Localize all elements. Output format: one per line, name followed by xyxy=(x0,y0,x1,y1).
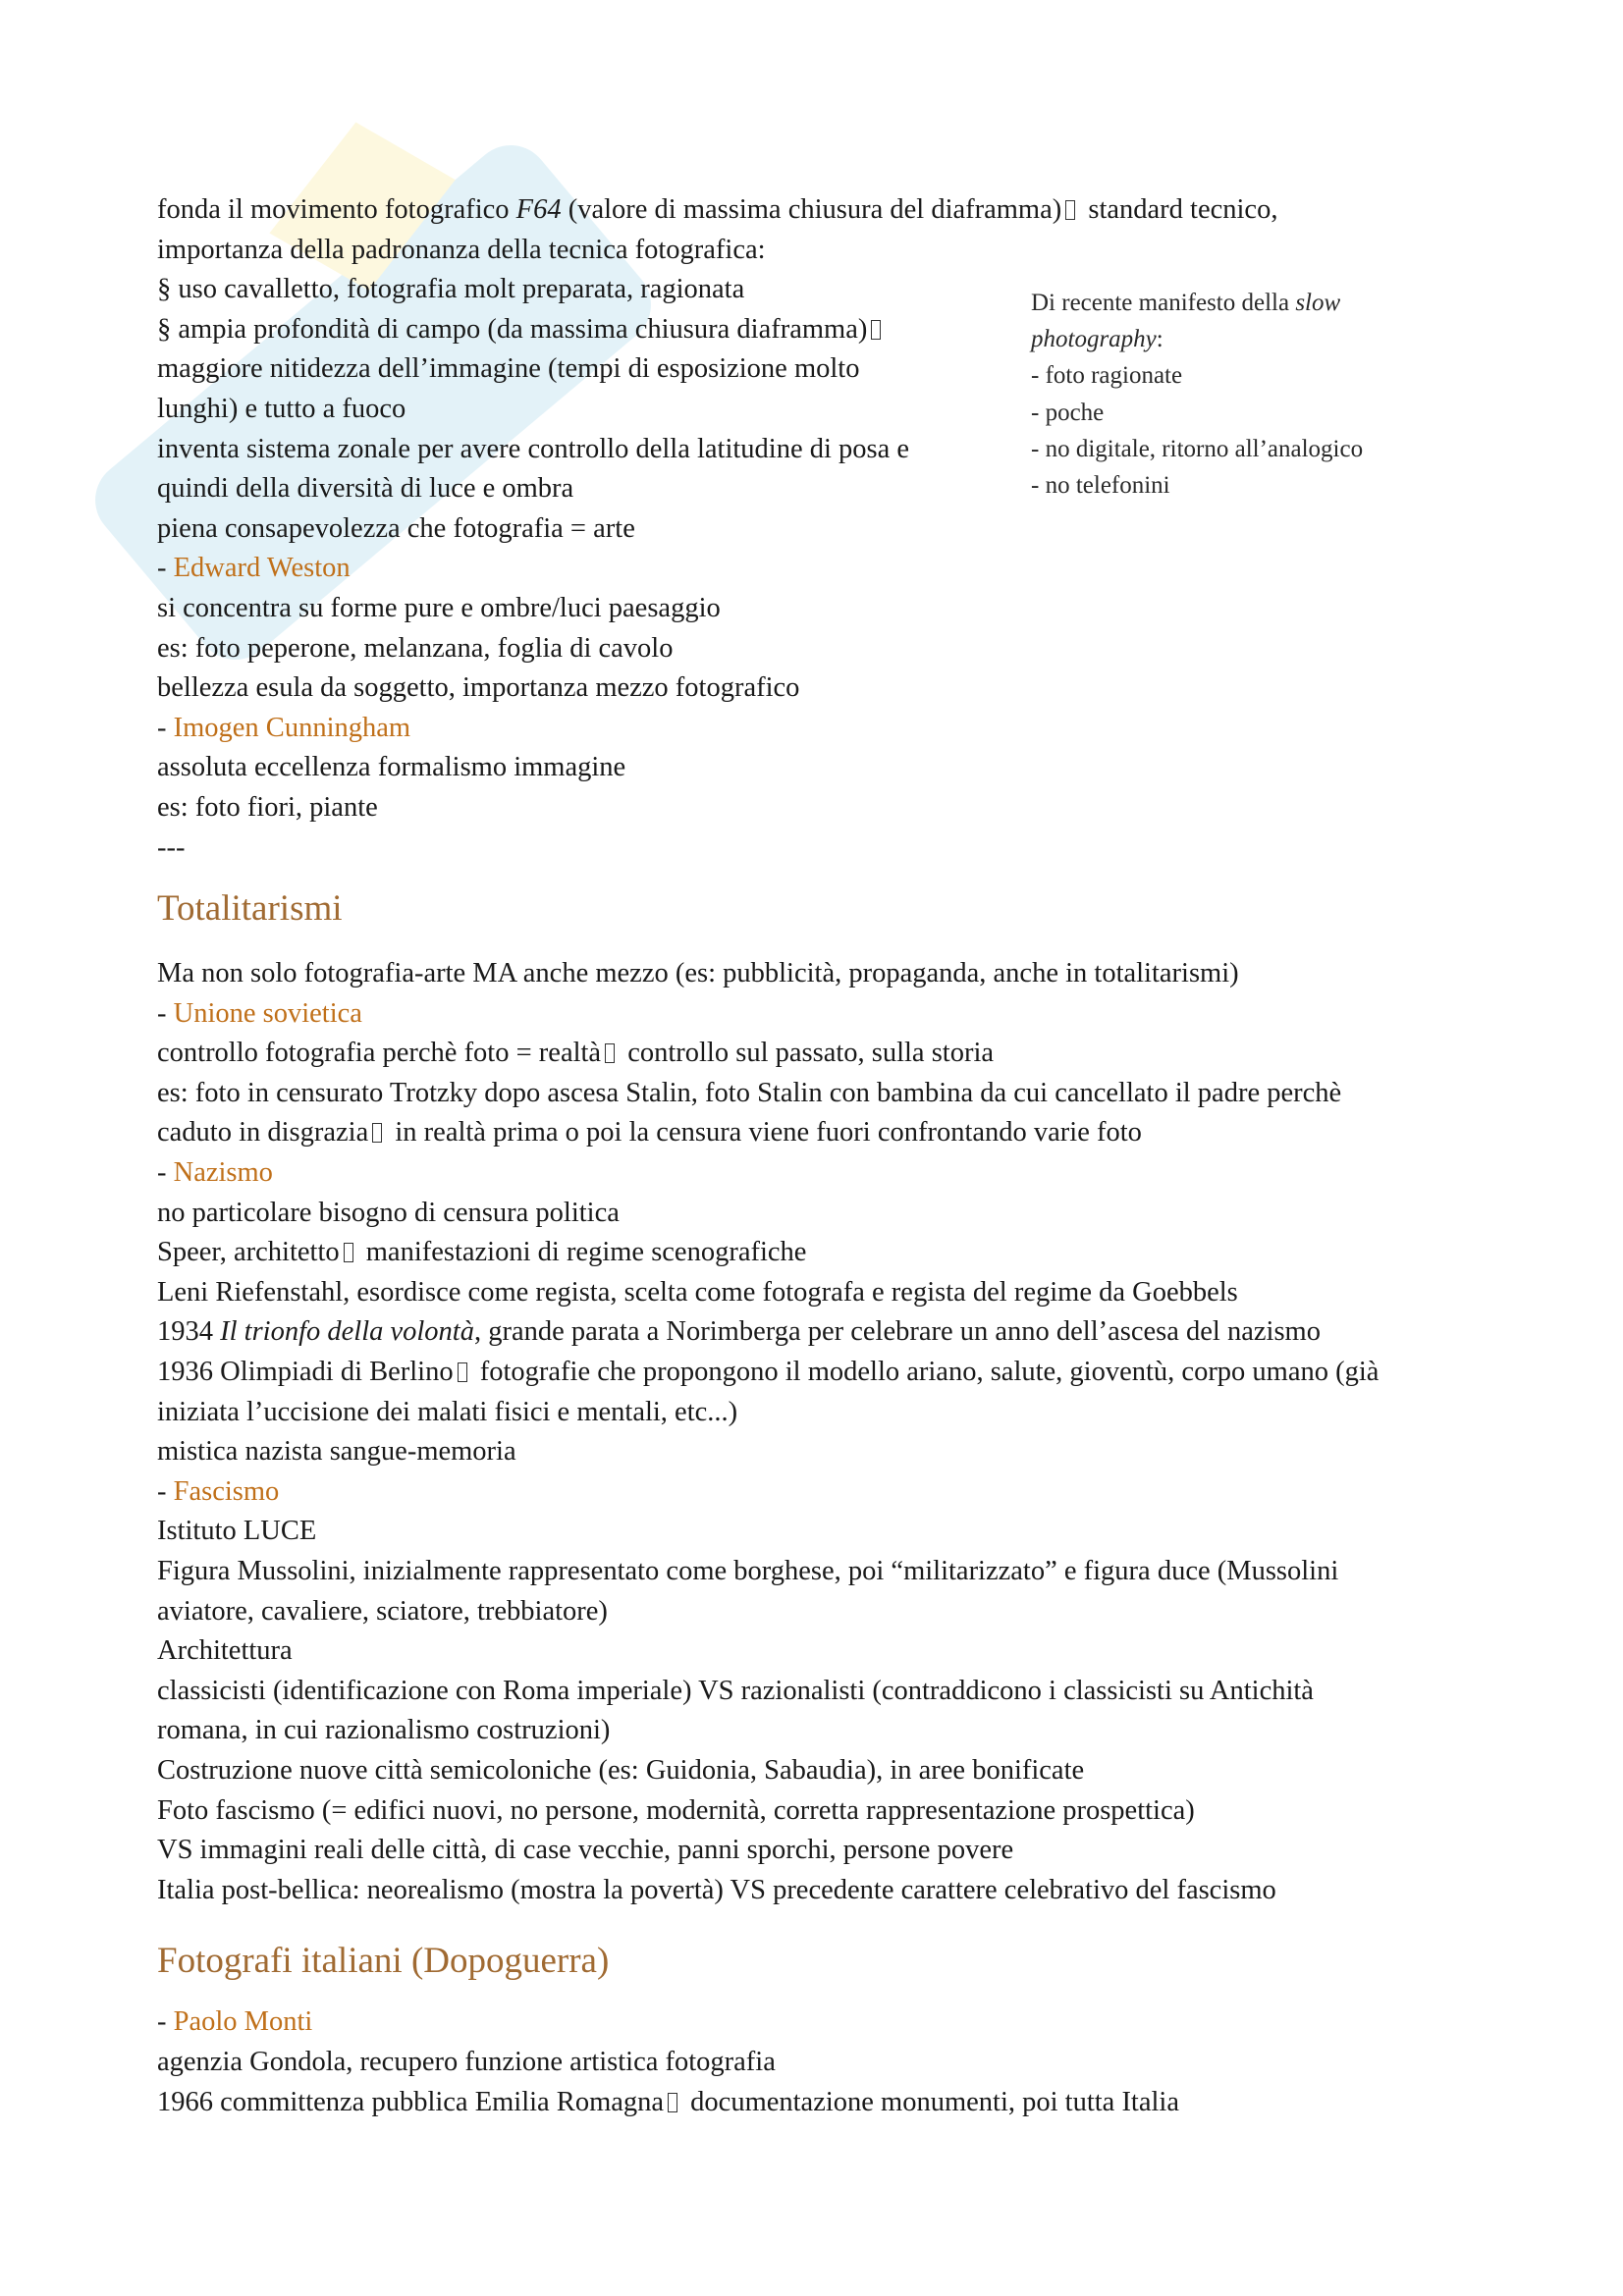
text-line: classicisti (identificazione con Roma imperiale) VS razionalisti (contraddicono i classicisti su Antichità xyxy=(157,1675,1314,1706)
text-line: Leni Riefenstahl, esordisce come regista, scelta come fotografa e regista del regime da Goebbels xyxy=(157,1276,1238,1308)
text-line: Figura Mussolini, inizialmente rappresentato come borghese, poi “militarizzato” e figura duce (Mussolini xyxy=(157,1556,1339,1586)
text-f64: F64 xyxy=(515,194,562,225)
photographer-label: - Paolo Monti xyxy=(157,2006,313,2038)
text-line: 1936 Olimpiadi di Berlino fotografie che propongono il modello ariano, salute, gioventù, corpo umano (già xyxy=(157,1357,1380,1388)
text-line: aviatore, cavaliere, sciatore, trebbiatore) xyxy=(157,1595,608,1627)
subsection-label: - Unione sovietica xyxy=(157,997,362,1029)
arrow-glyph-icon xyxy=(1065,200,1075,220)
sidenote-title: Di recente manifesto della slow photography: xyxy=(1031,290,1341,353)
subsection-label: - Fascismo xyxy=(157,1475,280,1507)
text-line: Ma non solo fotografia-arte MA anche mezzo (es: pubblicità, propaganda, anche in totalitarismi) xyxy=(157,958,1239,989)
text-line: Costruzione nuove città semicoloniche (es: Guidonia, Sabaudia), in aree bonificate xyxy=(157,1754,1085,1786)
text-line: piena consapevolezza che fotografia = arte xyxy=(157,512,635,544)
text-line: no particolare bisogno di censura politica xyxy=(157,1197,620,1228)
text-line: caduto in disgrazia in realtà prima o poi la censura viene fuori confrontando varie foto xyxy=(157,1117,1142,1148)
text-line: 1966 committenza pubblica Emilia Romagna documentazione monumenti, poi tutta Italia xyxy=(157,2086,1179,2117)
name-paolo-monti: Paolo Monti xyxy=(173,2006,313,2038)
text-line: controllo fotografia perchè foto = realtà controllo sul passato, sulla storia xyxy=(157,1038,995,1069)
photographer-label: - Imogen Cunningham xyxy=(157,712,411,743)
text-line: importanza della padronanza della tecnica fotografica: xyxy=(157,234,766,265)
sidenote-slow-photography xyxy=(1031,285,1453,504)
photographer-label: - Edward Weston xyxy=(157,553,351,584)
text-line: assoluta eccellenza formalismo immagine xyxy=(157,752,626,783)
arrow-glyph-icon xyxy=(668,2093,677,2112)
text-line: VS immagini reali delle città, di case vecchie, panni sporchi, persone povere xyxy=(157,1835,1014,1866)
sidenote-item: - no telefonini xyxy=(1031,472,1170,500)
text-line: Italia post-bellica: neorealismo (mostra la povertà) VS precedente carattere celebrativo del fascismo xyxy=(157,1874,1276,1905)
label-unione-sovietica: Unione sovietica xyxy=(173,997,362,1029)
text-line: § uso cavalletto, fotografia molt preparata, ragionata xyxy=(157,274,745,305)
text-line: iniziata l’uccisione dei malati fisici e mentali, etc...) xyxy=(157,1396,738,1427)
arrow-glyph-icon xyxy=(458,1362,467,1382)
arrow-glyph-icon xyxy=(372,1123,382,1143)
sidenote-item: - poche xyxy=(1031,399,1105,426)
section-heading-fotografi-italiani: Fotografi italiani (Dopoguerra) xyxy=(157,1941,610,1982)
name-imogen-cunningham: Imogen Cunningham xyxy=(173,712,411,743)
text-line: es: foto peperone, melanzana, foglia di cavolo xyxy=(157,632,674,664)
title-trionfo-volonta: Il trionfo della volontà xyxy=(220,1316,474,1348)
text: standard tecnico, xyxy=(1081,194,1278,225)
text-line xyxy=(157,310,1001,350)
text-line: Istituto LUCE xyxy=(157,1516,317,1547)
text-line: inventa sistema zonale per avere controllo della latitudine di posa e quindi della diversità di luce e ombra xyxy=(157,433,910,505)
text-line: agenzia Gondola, recupero funzione artistica fotografia xyxy=(157,2046,776,2077)
subsection-label: - Nazismo xyxy=(157,1157,273,1189)
section-heading-totalitarismi: Totalitarismi xyxy=(157,888,343,930)
text-line: Foto fascismo (= edifici nuovi, no persone, modernità, corretta rappresentazione prospettica) xyxy=(157,1794,1195,1826)
text-line: Speer, architetto manifestazioni di regime scenografiche xyxy=(157,1237,807,1268)
text-line: es: foto fiori, piante xyxy=(157,791,378,823)
term-slow-photography: slow photography xyxy=(1031,290,1341,353)
sidenote-item: - no digitale, ritorno all’analogico xyxy=(1031,435,1364,462)
text-line: si concentra su forme pure e ombre/luci paesaggio xyxy=(157,592,721,623)
label-fascismo: Fascismo xyxy=(173,1475,280,1507)
text-line: romana, in cui razionalismo costruzioni) xyxy=(157,1715,611,1746)
text-line xyxy=(157,190,1278,231)
text: § ampia profondità di campo (da massima chiusura diaframma) xyxy=(157,313,868,345)
separator: --- xyxy=(157,831,186,863)
arrow-glyph-icon xyxy=(605,1043,615,1063)
name-edward-weston: Edward Weston xyxy=(173,553,351,584)
label-nazismo: Nazismo xyxy=(173,1157,273,1189)
text: (valore di massima chiusura del diaframma) xyxy=(561,194,1062,225)
arrow-glyph-icon xyxy=(871,320,881,340)
text-line: mistica nazista sangue-memoria xyxy=(157,1436,516,1468)
text-line: es: foto in censurato Trotzky dopo ascesa Stalin, foto Stalin con bambina da cui cancellato il padre perchè xyxy=(157,1077,1342,1108)
sidenote-item: - foto ragionate xyxy=(1031,362,1183,390)
text-line: Architettura xyxy=(157,1635,293,1667)
text-line: 1934 Il trionfo della volontà, grande parata a Norimberga per celebrare un anno dell’ascesa del nazismo xyxy=(157,1316,1321,1348)
text-line: bellezza esula da soggetto, importanza mezzo fotografico xyxy=(157,672,800,704)
text: fonda il movimento fotografico xyxy=(157,194,516,225)
arrow-glyph-icon xyxy=(344,1243,353,1262)
text-line: maggiore nitidezza dell’immagine (tempi di esposizione molto lunghi) e tutto a fuoco xyxy=(157,353,860,424)
